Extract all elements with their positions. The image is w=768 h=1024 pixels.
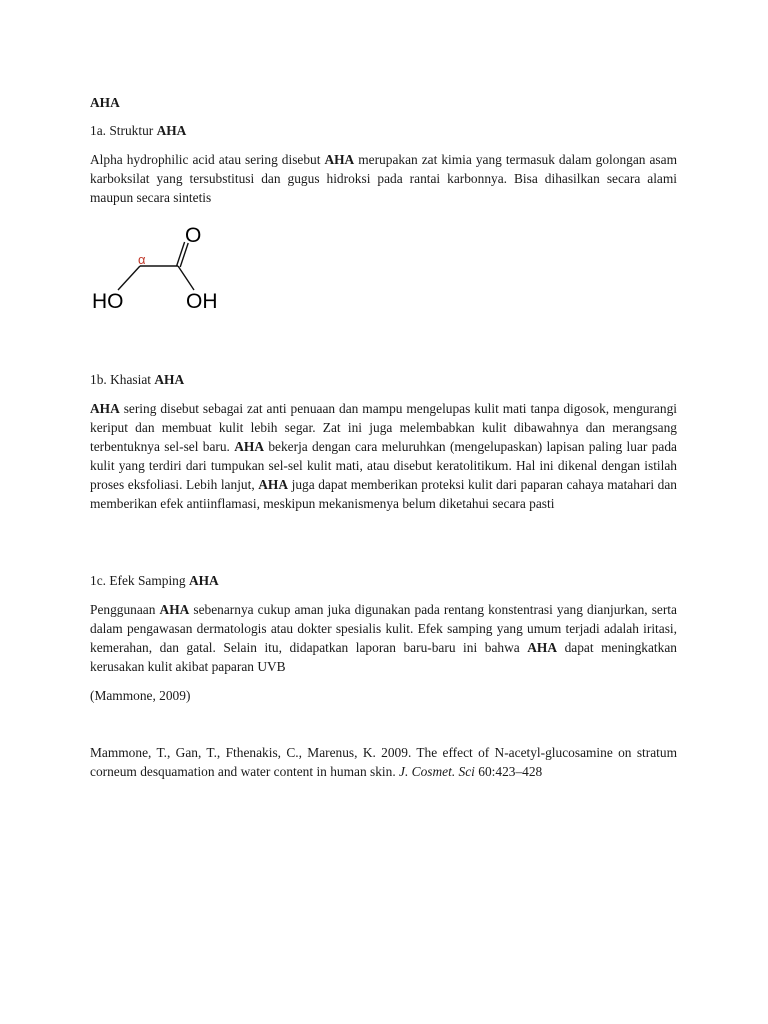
hydroxyl-left-label: HO bbox=[92, 290, 124, 313]
section-1c-paragraph: Penggunaan AHA sebenarnya cukup aman juka digunakan pada rentang konstentrasi yang dianjurkan, serta dalam pengawasan dermatologis atau dokter spesialis kulit. Efek samping yang umum terjadi adalah iritasi, kemerahan, dan gatal. Selain itu, didapatkan laporan baru-baru ini bahwa AHA dapat meningkatkan kerusakan kulit akibat paparan UVB bbox=[90, 602, 677, 674]
reference-entry: Mammone, T., Gan, T., Fthenakis, C., Marenus, K. 2009. The effect of N-acetyl-glucosamine on stratum corneum desquamation and water content in human skin. J. Cosmet. Sci 60:423–428 bbox=[90, 745, 677, 779]
section-1c-heading: 1c. Efek Samping AHA bbox=[90, 573, 219, 588]
section-1a-paragraph: Alpha hydrophilic acid atau sering disebut AHA merupakan zat kimia yang termasuk dalam golongan asam karboksilat yang tersubstitusi dan gugus hidroksi pada rantai karbonnya. Bisa dihasilkan secara alami maupun secara sintetis bbox=[90, 152, 677, 205]
hydroxyl-right-label: OH bbox=[186, 290, 218, 313]
oxygen-label: O bbox=[185, 224, 202, 247]
double-bond-a bbox=[177, 242, 185, 266]
section-1a-heading: 1a. Struktur AHA bbox=[90, 123, 187, 138]
doc-title: AHA bbox=[90, 95, 120, 110]
bond-carbon-oh bbox=[178, 266, 194, 290]
citation: (Mammone, 2009) bbox=[90, 688, 191, 703]
section-1b-heading: 1b. Khasiat AHA bbox=[90, 372, 185, 387]
alpha-label: α bbox=[138, 252, 146, 267]
section-1b-paragraph: AHA sering disebut sebagai zat anti penuaan dan mampu mengelupas kulit mati tanpa digosok, mengurangi keriput dan membuat kulit lebih segar. Zat ini juga melembabkan kulit dibawahnya dan merangsang terbentuknya sel-sel baru. AHA bekerja dengan cara meluruhkan (mengelupaskan) lapisan paling luar pada kulit yang terdiri dari tumpukan sel-sel kulit mati, atau disebut keratolitikum. Hal ini dikenal dengan istilah proses eksfoliasi. Lebih lanjut, AHA juga dapat memberikan proteksi kulit dari paparan cahaya matahari dan memberikan efek antiinflamasi, meskipun mekanismenya belum diketahui secara pasti bbox=[90, 401, 677, 511]
aha-chemical-structure bbox=[90, 220, 230, 320]
bond-ho-alpha bbox=[118, 266, 140, 290]
